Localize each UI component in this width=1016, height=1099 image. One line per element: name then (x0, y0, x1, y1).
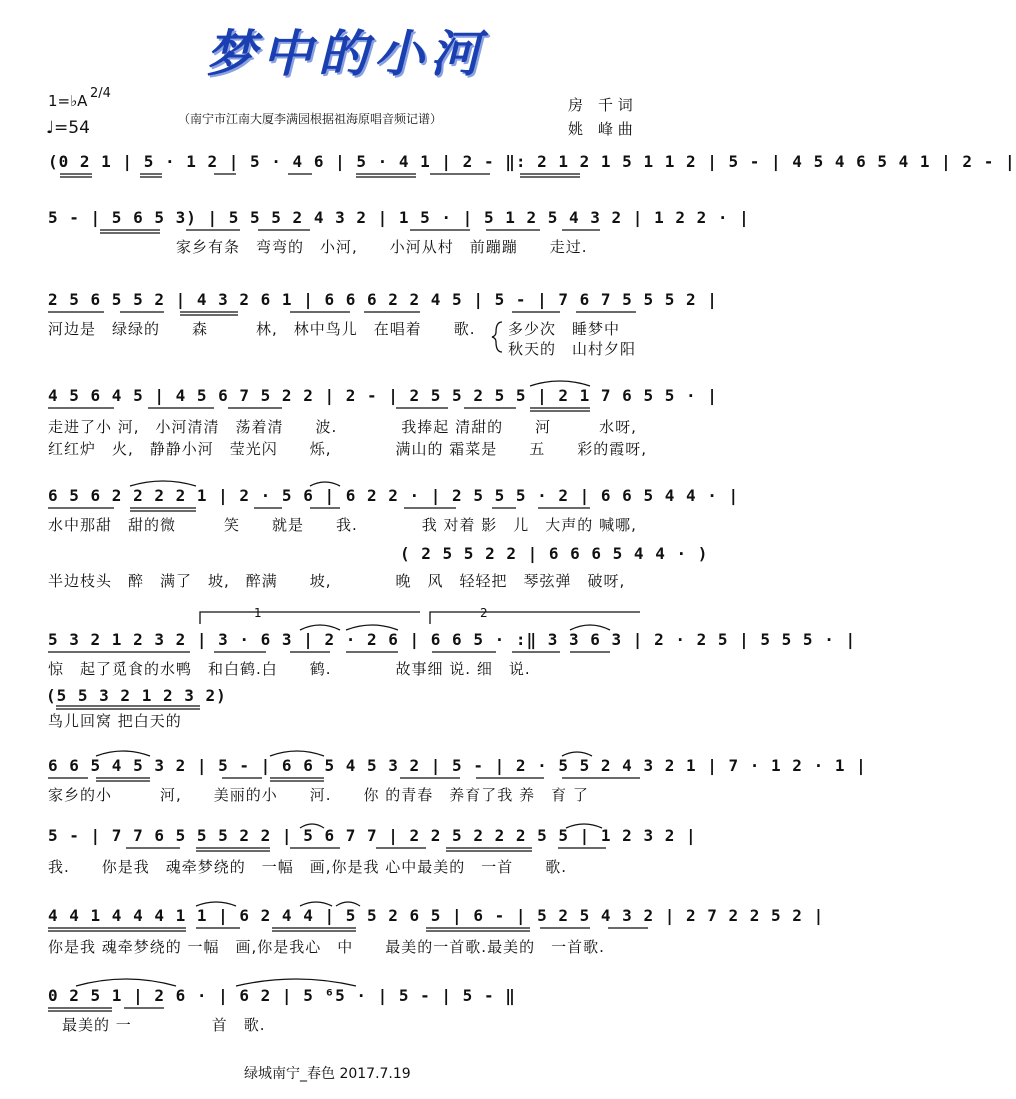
volta-2: 2 (480, 606, 488, 620)
lyric-alt-line: 半边枝头 醉 满了 坡, 醉满 坡, 晚 风 轻轻把 琴弦弹 破呀, (48, 572, 626, 590)
music-line: 6 5 6 2 2 2 2 1 | 2 · 5 6 | 6 2 2 · | 2 5 5 5 · 2 | 6 6 5 4 4 · | (48, 486, 740, 505)
music-line: 0 2 5 1 | 2 6 · | 6 2 | 5 ⁶5 · | 5 - | 5 - ‖ (48, 986, 516, 1005)
music-line: 5 - | 5 6 5 3) | 5 5 5 2 4 3 2 | 1 5 · | 5 1 2 5 4 3 2 | 1 2 2 · | (48, 208, 750, 227)
composer-credit: 姚 峰 曲 (568, 120, 633, 138)
lyric-line: 最美的 一 首 歌. (62, 1016, 266, 1034)
music-line: 4 5 6 4 5 | 4 5 6 7 5 2 2 | 2 - | 2 5 5 2 5 5 | 2 1 7 6 5 5 · | (48, 386, 718, 405)
music-line: 6 6 5 4 5 3 2 | 5 - | 6 6 5 4 5 3 2 | 5 - | 2 · 5 5 2 4 3 2 1 | 7 · 1 2 · 1 | (48, 756, 867, 775)
footer-credit: 绿城南宁_春色 2017.7.19 (244, 1066, 411, 1082)
lyric-alt-line: 多少次 睡梦中 (508, 320, 621, 338)
transcription-note: （南宁市江南大厦李满园根据祖海原唱音频记谱） (178, 112, 443, 126)
lyric-line: 惊 起了觅食的水鸭 和白鹤.白 鹤. 故事细 说. 细 说. (48, 660, 531, 678)
music-line: 4 4 1 4 4 4 1 1 | 6 2 4 4 | 5 5 2 6 5 | 6 - | 5 2 5 4 3 2 | 2 7 2 2 5 2 | (48, 906, 825, 925)
lyric-line: 我. 你是我 魂牵梦绕的 一幅 画,你是我 心中最美的 一首 歌. (48, 858, 568, 876)
music-line: 5 - | 7 7 6 5 5 5 2 2 | 5 6 7 7 | 2 2 5 2 2 2 5 5 | 1 2 3 2 | (48, 826, 697, 845)
lyricist-credit: 房 千 词 (568, 96, 633, 114)
music-line: 2 5 6 5 5 2 | 4 3 2 6 1 | 6 6 6 2 2 4 5 | 5 - | 7 6 7 5 5 5 2 | (48, 290, 718, 309)
volta-1: 1 (254, 606, 262, 620)
lyric-line: 你是我 魂牵梦绕的 一幅 画,你是我心 中 最美的一首歌.最美的 一首歌. (48, 938, 605, 956)
lyric-alt-line: 鸟儿回窝 把白天的 (48, 712, 182, 730)
lyric-line: 家乡的小 河, 美丽的小 河. 你 的青春 养育了我 养 育 了 (48, 786, 589, 804)
music-alt-line: ( 2 5 5 2 2 | 6 6 6 5 4 4 · ) (400, 544, 709, 563)
lyric-line: 走进了小 河, 小河清清 荡着清 波. 我捧起 清甜的 河 水呀, (48, 418, 637, 436)
time-signature: 2/4 (90, 86, 111, 101)
tempo-mark: ♩=54 (46, 118, 90, 138)
song-title: 梦中的小河 (206, 24, 486, 83)
lyric-alt-line: 秋天的 山村夕阳 (508, 340, 637, 358)
lyric-line: 水中那甜 甜的微 笑 就是 我. 我 对着 影 儿 大声的 喊哪, (48, 516, 637, 534)
lyric-line: 河边是 绿绿的 森 林, 林中鸟儿 在唱着 歌. (48, 320, 476, 338)
lyric-line: 家乡有条 弯弯的 小河, 小河从村 前蹦蹦 走过. (176, 238, 588, 256)
music-alt-line: (5 5 3 2 1 2 3 2) (46, 686, 227, 705)
key-signature: 1=♭A (48, 92, 88, 110)
music-line: 5 3 2 1 2 3 2 | 3 · 6 3 | 2 · 2 6 | 6 6 5 · :‖ 3 3 6 3 | 2 · 2 5 | 5 5 5 · | (48, 630, 857, 649)
lyric-line: 红红炉 火, 静静小河 莹光闪 烁, 满山的 霜菜是 五 彩的霞呀, (48, 440, 648, 458)
music-line: (0 2 1 | 5 · 1 2 | 5 · 4 6 | 5 · 4 1 | 2 - ‖: 2 1 2 1 5 1 1 2 | 5 - | 4 5 4 6 5 4 1 | 2 - | (48, 152, 1016, 171)
